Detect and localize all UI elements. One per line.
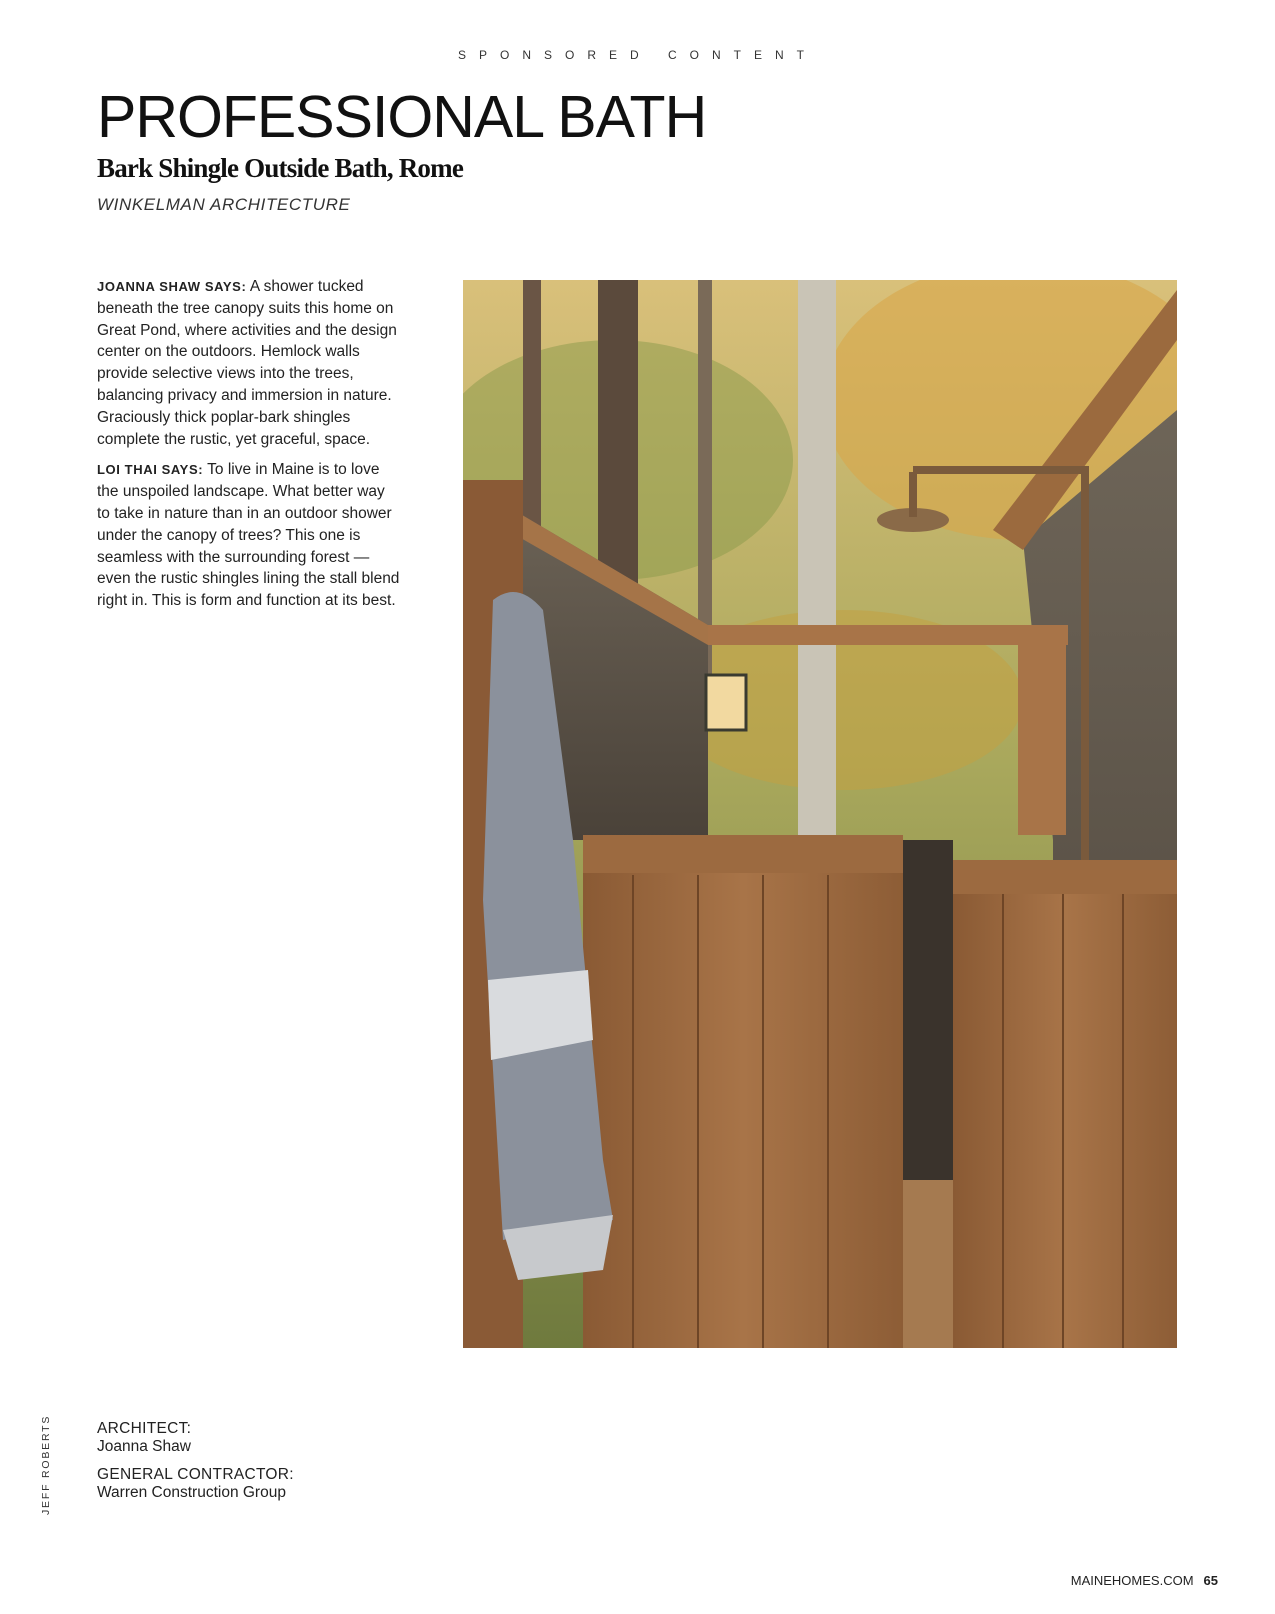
photo-credit: JEFF ROBERTS (40, 1414, 52, 1515)
section-kicker: SPONSORED CONTENT (457, 48, 817, 62)
page-title: PROFESSIONAL BATH (97, 84, 707, 150)
contractor-label: GENERAL CONTRACTOR: (97, 1466, 294, 1483)
page-footer (1071, 1573, 1218, 1588)
page-number: 65 (1203, 1573, 1218, 1588)
architect-label: ARCHITECT: (97, 1420, 192, 1437)
outdoor-shower-photo (463, 280, 1177, 1348)
quote-paragraph (97, 276, 401, 450)
project-subtitle: Bark Shingle Outside Bath, Rome (97, 153, 464, 183)
credits-block (97, 1420, 294, 1512)
architect-name: Joanna Shaw (97, 1438, 191, 1455)
site-url: MAINEHOMES.COM (1070, 1573, 1194, 1588)
quote-paragraph (97, 459, 401, 612)
firm-name: WINKELMAN ARCHITECTURE (97, 195, 351, 214)
body-text (97, 276, 401, 621)
contractor-name: Warren Construction Group (97, 1484, 286, 1501)
quote-lead: JOANNA SHAW SAYS: (97, 279, 247, 294)
quote-text: To live in Maine is to love the unspoiled landscape. What better way to take in nature than in an outdoor shower under the canopy of trees? This one is seamless with the surrounding forest — even the rustic shingles lining the stall blend right in. This is form and function at its best. (97, 461, 400, 610)
quote-lead: LOI THAI SAYS: (97, 462, 204, 478)
quote-text: A shower tucked beneath the tree canopy suits this home on Great Pond, where activities and the design center on the outdoors. Hemlock walls provide selective views into the trees, balancing privacy and immersion in nature. Graciously thick poplar-bark shingles complete the rustic, yet graceful, space. (97, 278, 397, 448)
